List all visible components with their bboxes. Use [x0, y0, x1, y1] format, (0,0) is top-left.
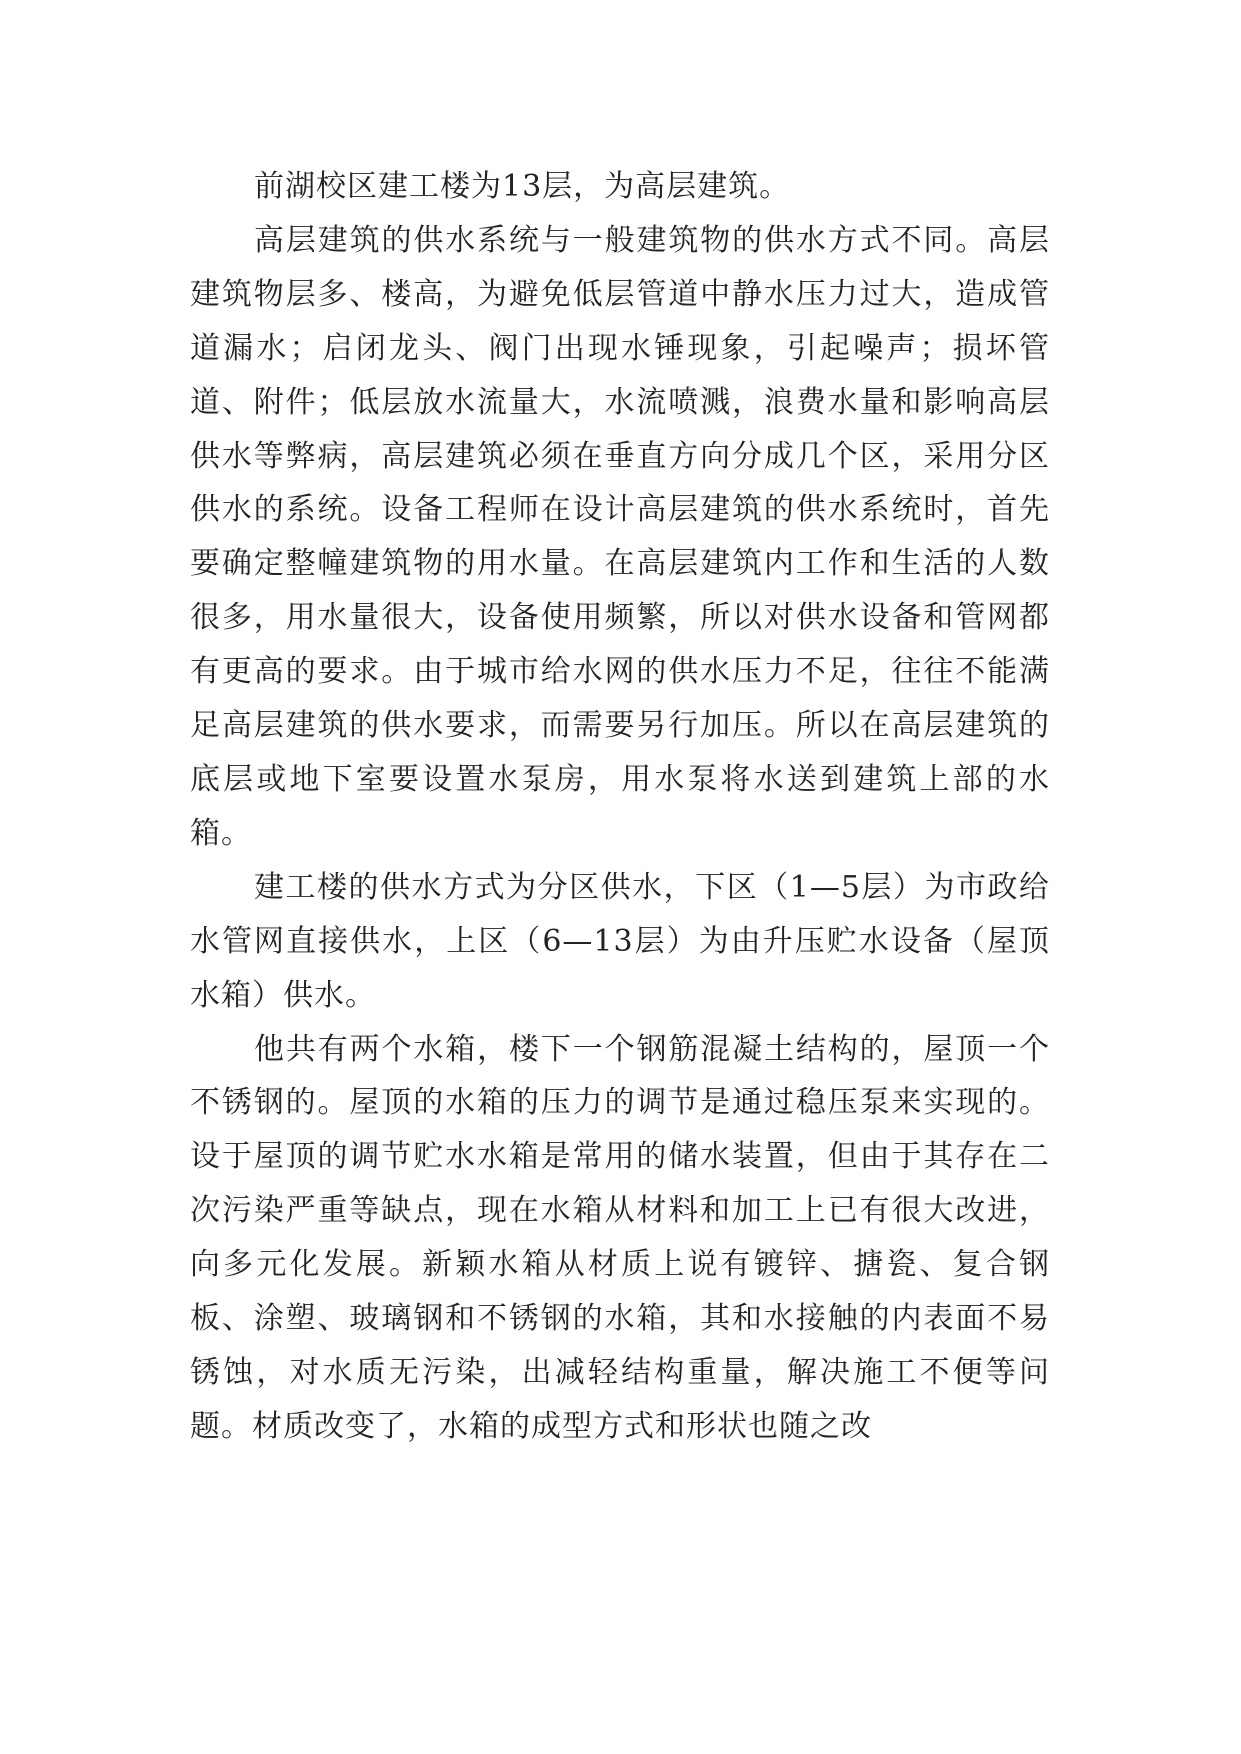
paragraph-high-rise-water-supply: 高层建筑的供水系统与一般建筑物的供水方式不同。高层建筑物层多、楼高，为避免低层管道中静水压力过大，造成管道漏水；启闭龙头、阀门出现水锤现象，引起噪声；损坏管道、附件；低层放水流量大，水流喷溅，浪费水量和影响高层供水等弊病，高层建筑必须在垂直方向分成几个区，采用分区供水的系统。设备工程师在设计高层建筑的供水系统时，首先要确定整幢建筑物的用水量。在高层建筑内工作和生活的人数很多，用水量很大，设备使用频繁，所以对供水设备和管网都有更高的要求。由于城市给水网的供水压力不足，往往不能满足高层建筑的供水要求，而需要另行加压。所以在高层建筑的底层或地下室要设置水泵房，用水泵将水送到建筑上部的水箱。	[190, 222, 1050, 851]
paragraph-water-tanks: 他共有两个水箱，楼下一个钢筋混凝土结构的，屋顶一个不锈钢的。屋顶的水箱的压力的调节是通过稳压泵来实现的。设于屋顶的调节贮水水箱是常用的储水装置，但由于其存在二次污染严重等缺点，现在水箱从材料和加工上已有很大改进，向多元化发展。新颖水箱从材质上说有镀锌、搪瓷、复合钢板、涂塑、玻璃钢和不锈钢的水箱，其和水接触的内表面不易锈蚀，对水质无污染，出减轻结构重量，解决施工不便等问题。材质改变了，水箱的成型方式和形状也随之改	[190, 1031, 1050, 1444]
paragraph-zoned-supply: 建工楼的供水方式为分区供水，下区（1—5层）为市政给水管网直接供水，上区（6—13层）为由升压贮水设备（屋顶水箱）供水。	[190, 869, 1050, 1013]
paragraph-building-intro: 前湖校区建工楼为13层，为高层建筑。	[254, 169, 791, 204]
document-body	[190, 160, 1050, 1454]
